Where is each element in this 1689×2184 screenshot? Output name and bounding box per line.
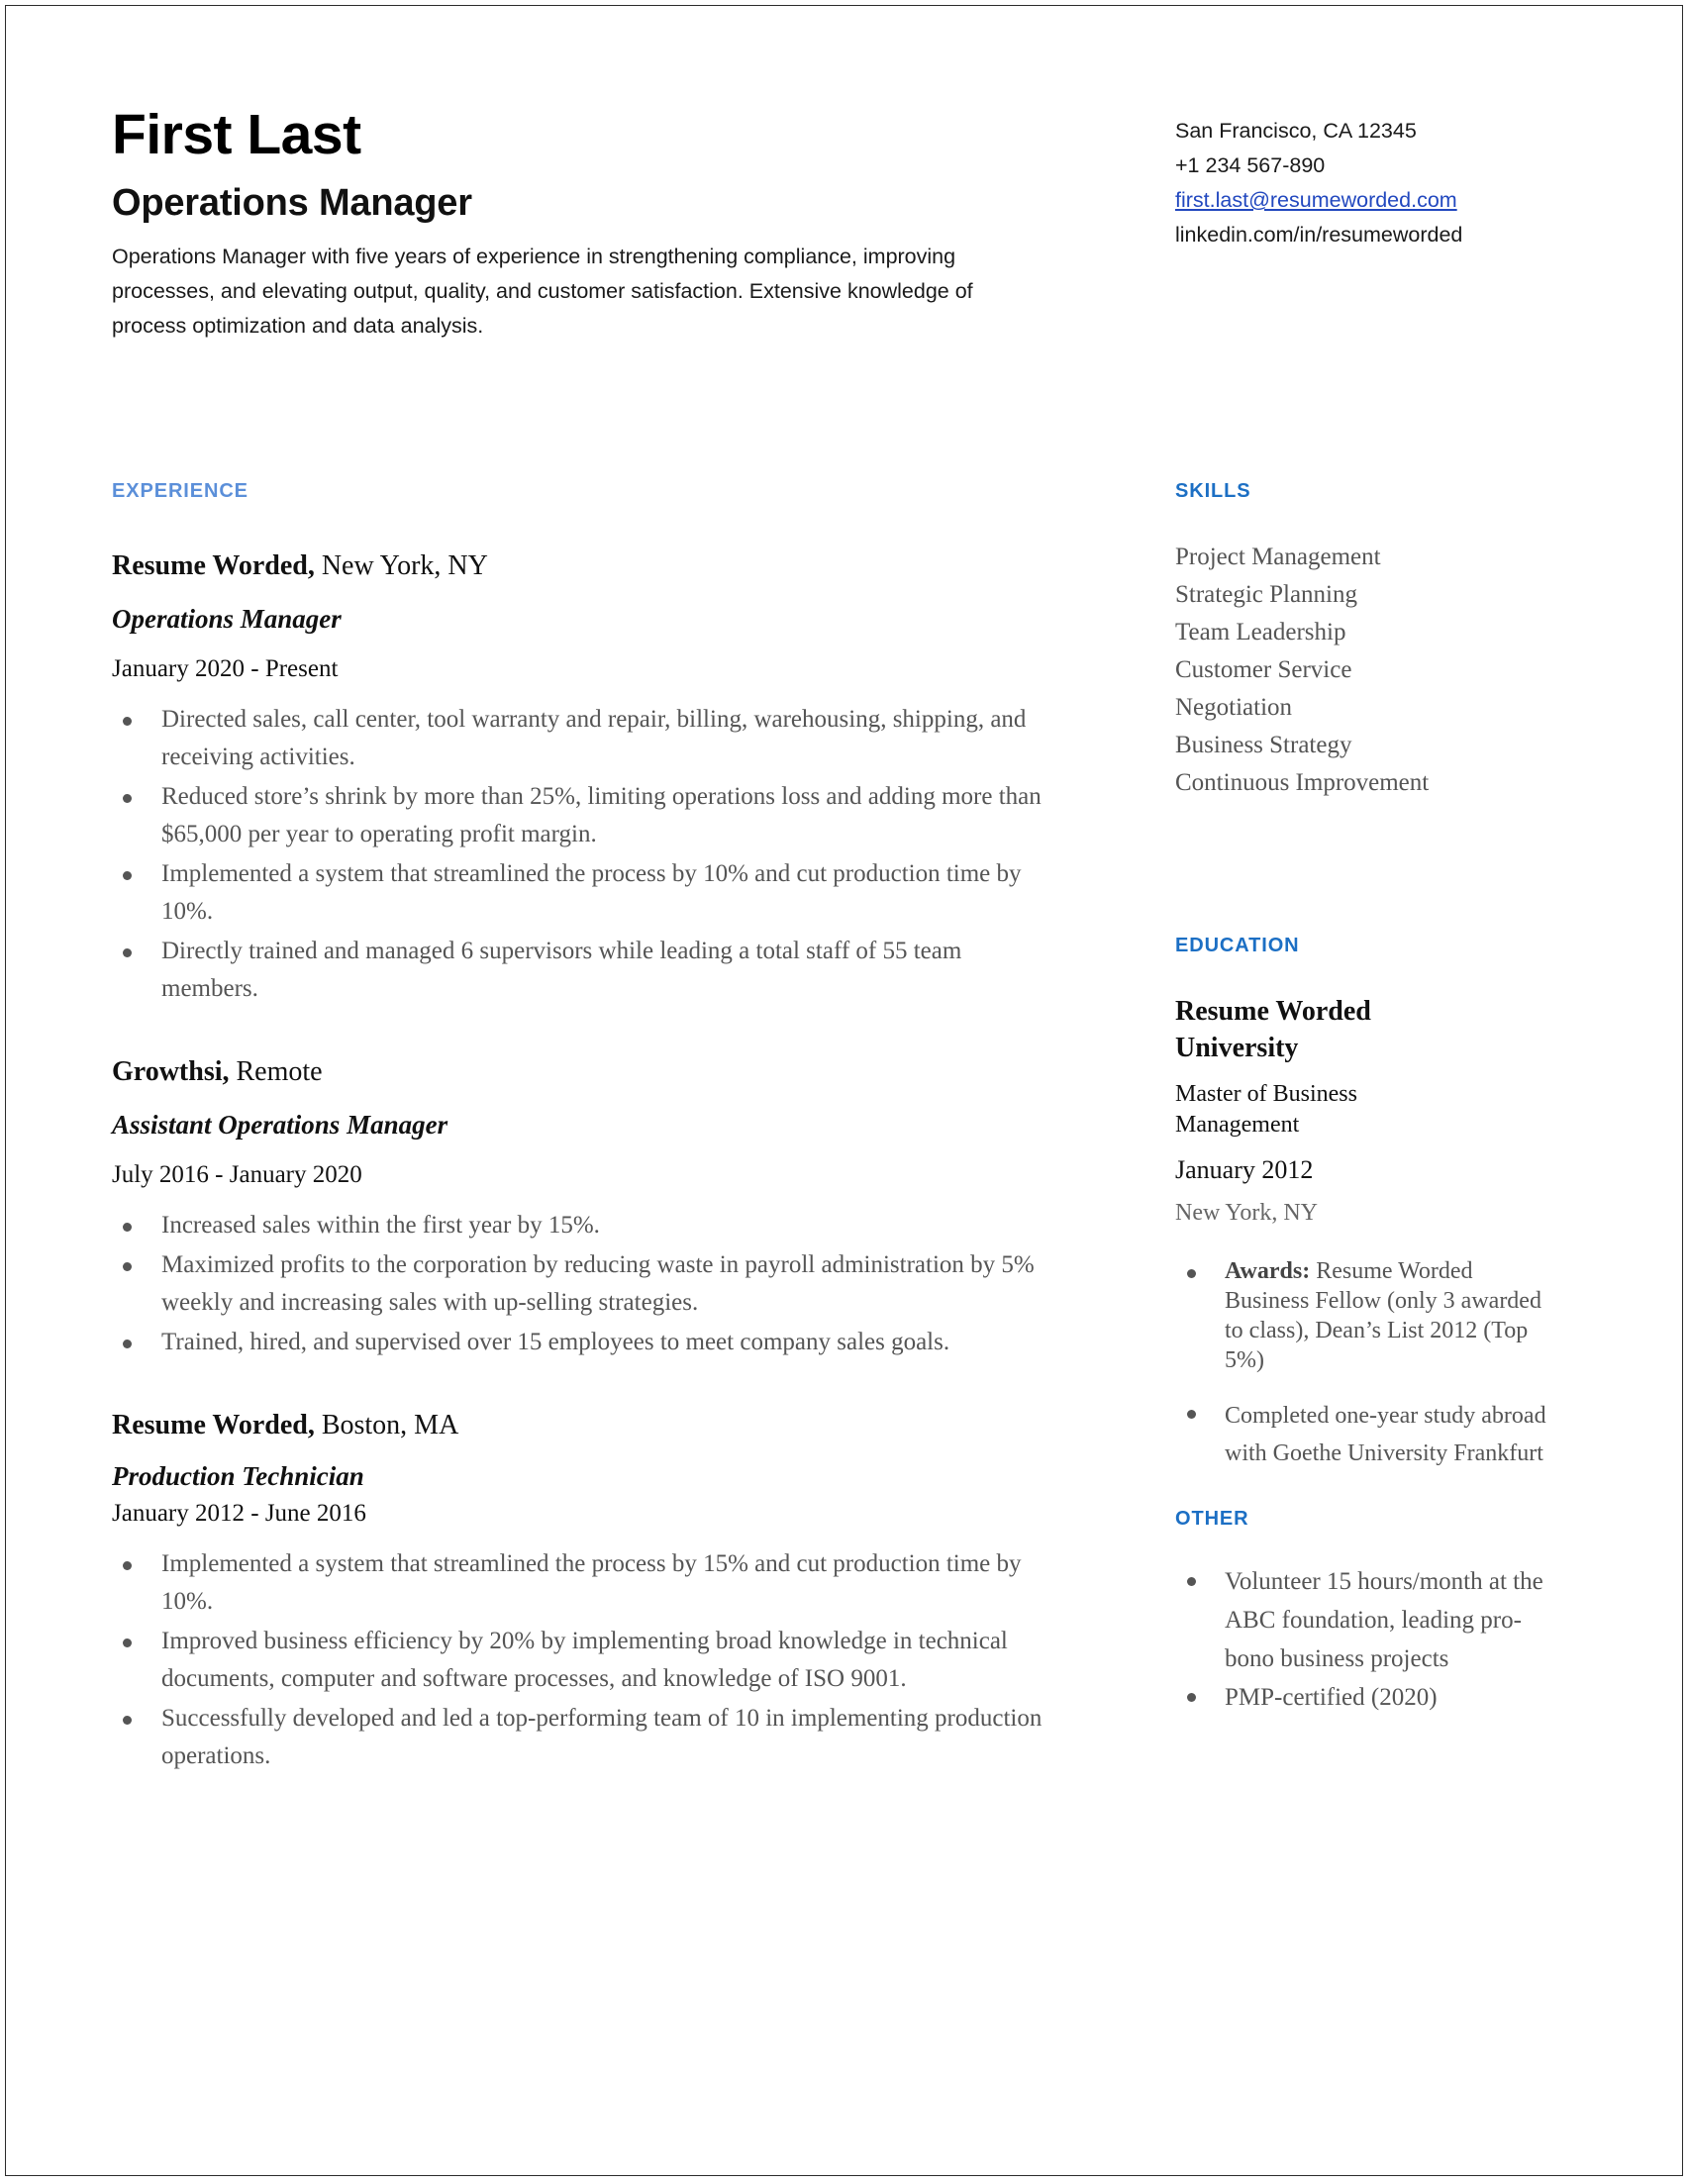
experience-bullet: Improved business efficiency by 20% by implementing broad knowledge in technical documents, computer and software processes, and knowledge of ISO 9001. xyxy=(112,1623,1062,1698)
experience-bullet: Increased sales within the first year by 15%. xyxy=(112,1207,1062,1244)
experience-column xyxy=(112,480,1062,1777)
experience-bullet: Directed sales, call center, tool warranty and repair, billing, warehousing, shipping, and receiving activities. xyxy=(112,701,1062,776)
education-bullet-list xyxy=(1175,1256,1551,1472)
skills-list xyxy=(1175,539,1551,802)
experience-company-line xyxy=(112,1055,1062,1089)
experience-dates: July 2016 - January 2020 xyxy=(112,1161,362,1188)
education-bullet-label: Awards: xyxy=(1225,1258,1311,1284)
section-heading-experience: EXPERIENCE xyxy=(112,480,248,502)
skill-item: Team Leadership xyxy=(1175,619,1346,645)
experience-company-location: Remote xyxy=(229,1056,323,1087)
experience-entry xyxy=(112,1055,1062,1361)
experience-company-line xyxy=(112,549,1062,583)
education-date: January 2012 xyxy=(1175,1155,1314,1184)
skill-item: Business Strategy xyxy=(1175,732,1352,758)
contact-address: San Francisco, CA 12345 xyxy=(1175,119,1417,143)
experience-bullet-list xyxy=(112,1545,1062,1775)
education-bullet xyxy=(1175,1256,1551,1375)
experience-bullet-list xyxy=(112,701,1062,1008)
contact-block xyxy=(1175,114,1462,252)
skill-item: Strategic Planning xyxy=(1175,581,1357,608)
experience-bullet: Implemented a system that streamlined the process by 15% and cut production time by 10%. xyxy=(112,1545,1062,1621)
education-degree: Master of Business Management xyxy=(1175,1081,1357,1138)
experience-bullet: Implemented a system that streamlined the process by 10% and cut production time by 10%. xyxy=(112,855,1062,931)
contact-linkedin[interactable]: linkedin.com/in/resumeworded xyxy=(1175,223,1463,247)
other-section xyxy=(1175,1508,1551,1717)
skill-item: Negotiation xyxy=(1175,694,1293,721)
professional-summary: Operations Manager with five years of experience in strengthening compliance, improving processes, and elevating output, quality, and customer satisfaction. Extensive knowledge of process optimization and data analysis. xyxy=(112,245,973,338)
experience-bullet: Reduced store’s shrink by more than 25%, limiting operations loss and adding more than $65,000 per year to operating profit margin. xyxy=(112,778,1062,853)
experience-bullet: Trained, hired, and supervised over 15 employees to meet company sales goals. xyxy=(112,1324,1062,1361)
section-heading-skills: SKILLS xyxy=(1175,480,1251,502)
skill-item: Customer Service xyxy=(1175,656,1352,683)
section-heading-other: OTHER xyxy=(1175,1508,1249,1530)
candidate-job-title: Operations Manager xyxy=(112,182,472,224)
skill-item: Continuous Improvement xyxy=(1175,769,1430,796)
experience-bullet: Successfully developed and led a top-performing team of 10 in implementing production operations. xyxy=(112,1700,1062,1775)
experience-dates: January 2012 - June 2016 xyxy=(112,1500,366,1527)
other-bullet: PMP-certified (2020) xyxy=(1175,1678,1551,1717)
education-bullet: Completed one-year study abroad with Goethe University Frankfurt xyxy=(1175,1397,1551,1472)
education-school: Resume Worded University xyxy=(1175,996,1371,1063)
experience-dates: January 2020 - Present xyxy=(112,655,339,682)
sidebar-column xyxy=(1175,480,1551,1717)
experience-role: Operations Manager xyxy=(112,604,342,634)
section-heading-education: EDUCATION xyxy=(1175,935,1300,956)
experience-entry xyxy=(112,549,1062,1008)
experience-company-name: Resume Worded, xyxy=(112,550,315,581)
experience-bullet-list xyxy=(112,1207,1062,1361)
experience-bullet: Directly trained and managed 6 supervisors while leading a total staff of 55 team members. xyxy=(112,933,1062,1008)
skills-section xyxy=(1175,480,1551,802)
education-location: New York, NY xyxy=(1175,1200,1319,1226)
experience-bullet: Maximized profits to the corporation by reducing waste in payroll administration by 5% weekly and increasing sales with up-selling strategies. xyxy=(112,1246,1062,1322)
experience-company-name: Growthsi, xyxy=(112,1056,230,1087)
experience-company-name: Resume Worded, xyxy=(112,1410,315,1440)
skill-item: Project Management xyxy=(1175,544,1381,570)
experience-company-location: New York, NY xyxy=(314,550,488,581)
education-bullet-text: Resume Worded Business Fellow (only 3 awarded to class), Dean’s List 2012 (Top 5%) xyxy=(1225,1258,1541,1373)
other-bullet: Volunteer 15 hours/month at the ABC foundation, leading pro-bono business projects xyxy=(1175,1562,1551,1678)
experience-company-line xyxy=(112,1409,1062,1442)
experience-role: Production Technician xyxy=(112,1461,364,1491)
contact-email-link[interactable]: first.last@resumeworded.com xyxy=(1175,188,1457,212)
experience-entry xyxy=(112,1409,1062,1775)
education-section xyxy=(1175,935,1551,1472)
other-bullet-list xyxy=(1175,1562,1551,1717)
experience-company-location: Boston, MA xyxy=(314,1410,459,1440)
candidate-name: First Last xyxy=(112,103,361,166)
experience-role: Assistant Operations Manager xyxy=(112,1110,448,1140)
contact-phone: +1 234 567-890 xyxy=(1175,153,1326,177)
